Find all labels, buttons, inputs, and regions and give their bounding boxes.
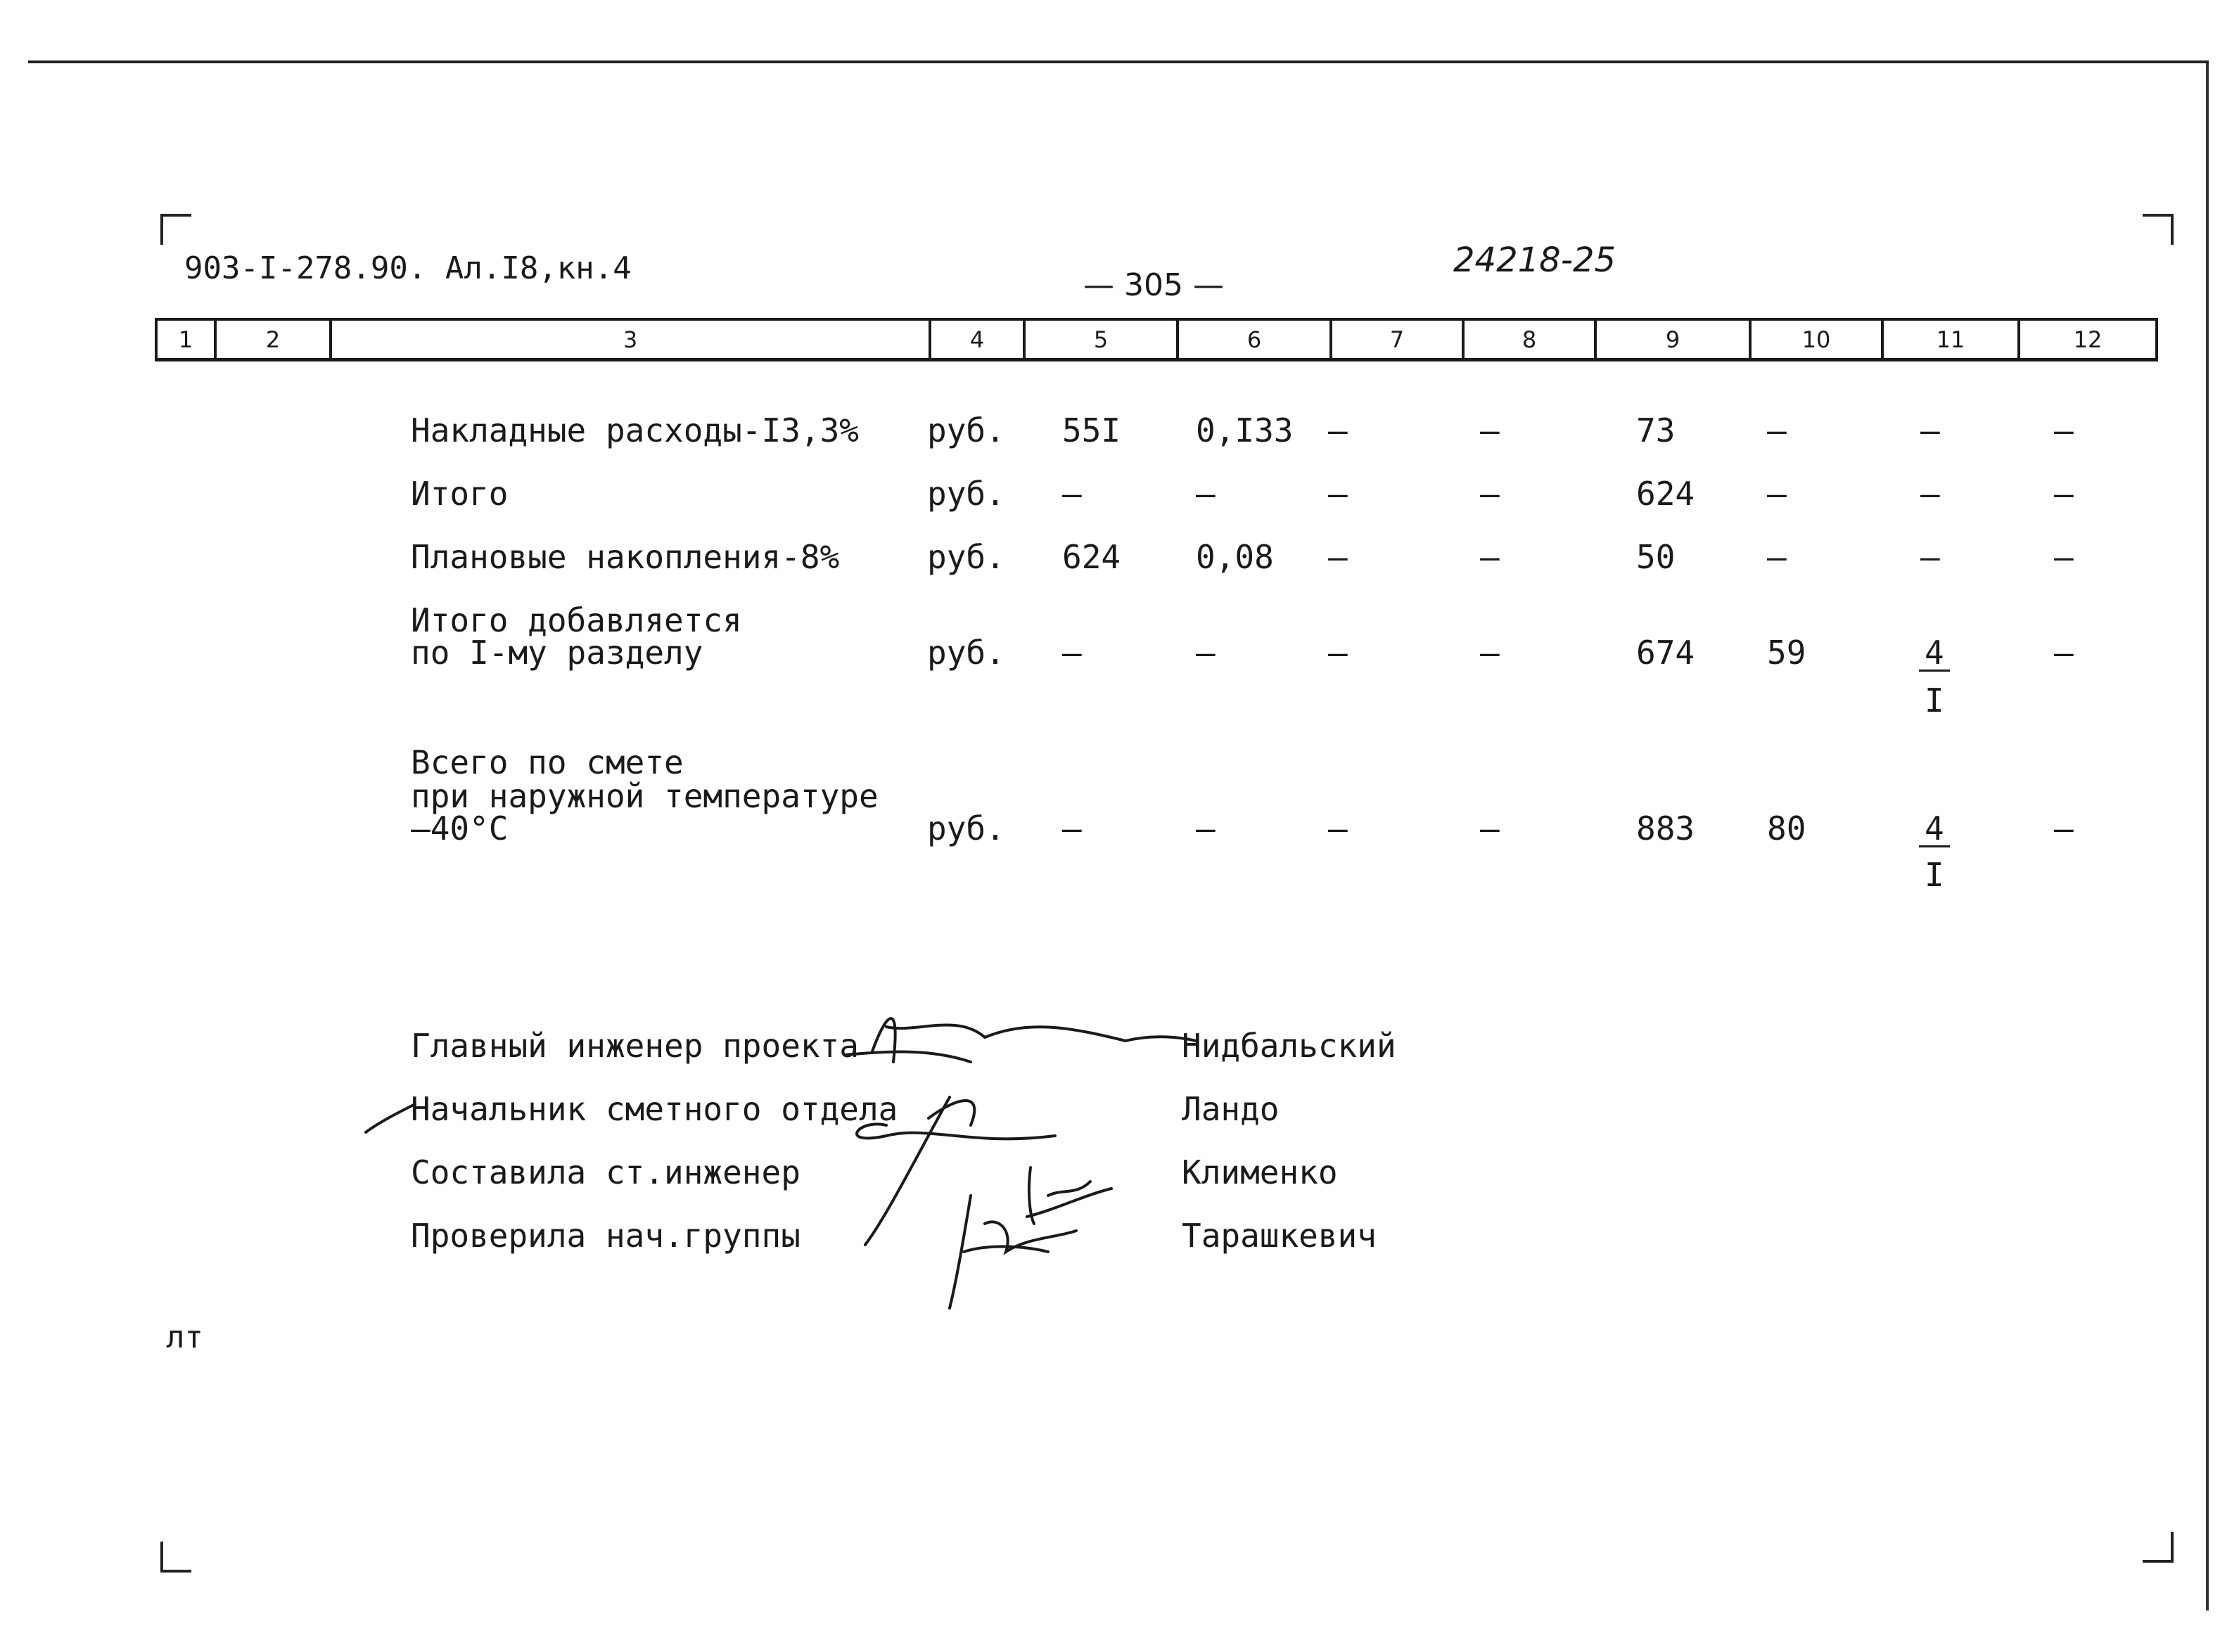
row-4-col8: – <box>1480 634 1500 672</box>
signature-role-chief-engineer: Главный инженер проекта <box>411 1027 859 1065</box>
row-3-col6: 0,08 <box>1196 538 1274 576</box>
footer-initials: лт <box>166 1319 203 1355</box>
row-3-unit: руб. <box>927 538 1005 576</box>
row-5-col10: 80 <box>1767 809 1806 847</box>
row-4-col9: 674 <box>1636 634 1695 672</box>
row-1-col8: – <box>1480 411 1500 449</box>
handwritten-archive-number: 24218-25 <box>1453 241 1616 280</box>
row-5-col7: – <box>1328 809 1348 847</box>
column-header-8: 8 <box>1465 321 1597 358</box>
row-1-col7: – <box>1328 411 1348 449</box>
column-header-12: 12 <box>2073 326 2103 353</box>
row-5-col11-numerator-value: 4 <box>1919 812 1950 847</box>
column-header-10: 10 <box>1752 321 1884 358</box>
row-4-col10: 59 <box>1767 634 1806 672</box>
signature-role-estimate-head: Начальник сметного отдела <box>411 1090 898 1128</box>
column-header-5: 5 <box>1026 321 1179 358</box>
row-3-col8: – <box>1480 538 1500 576</box>
corner-mark-bottom-right <box>2143 1532 2174 1563</box>
row-1-col9: 73 <box>1636 411 1676 449</box>
row-5-col11-numerator <box>1919 809 1950 847</box>
handwritten-signatures <box>352 985 1210 1322</box>
column-header-7: 7 <box>1332 321 1465 358</box>
column-header-6: 6 <box>1179 321 1332 358</box>
row-3-col10: – <box>1767 538 1787 576</box>
row-2-col9: 624 <box>1636 475 1695 513</box>
signature-mark-estimate-head <box>857 1097 1055 1245</box>
row-3-col5: 624 <box>1062 538 1121 576</box>
row-5-col8: – <box>1480 809 1500 847</box>
row-2-col8: – <box>1480 475 1500 513</box>
row-4-col11-numerator <box>1919 636 1950 672</box>
signature-name-chief-engineer: Нидбальский <box>1182 1027 1396 1065</box>
column-header-9: 9 <box>1597 321 1752 358</box>
row-1-label: Накладные расходы-I3,3% <box>411 411 859 449</box>
signature-mark-compiled-by <box>1027 1167 1111 1224</box>
row-2-col7: – <box>1328 475 1348 513</box>
signature-name-checked-by: Тарашкевич <box>1182 1217 1377 1255</box>
column-header-4: 4 <box>931 321 1026 358</box>
signature-role-compiled-by: Составила ст.инженер <box>411 1153 800 1191</box>
row-4-col7: – <box>1328 634 1348 672</box>
row-4-label-line-2: по I-му разделу <box>411 634 703 672</box>
row-2-label: Итого <box>411 475 509 513</box>
row-2-col6: – <box>1196 475 1216 513</box>
signature-role-checked-by: Проверила нач.группы <box>411 1217 800 1255</box>
row-2-col5: – <box>1062 475 1082 513</box>
row-4-unit: руб. <box>927 634 1005 672</box>
signature-name-estimate-head: Ландо <box>1182 1090 1280 1128</box>
row-1-col11: – <box>1920 411 1940 449</box>
row-5-label-line-2: при наружной температуре <box>411 777 879 815</box>
row-2-col11: – <box>1920 475 1940 513</box>
row-3-col9: 50 <box>1636 538 1676 576</box>
row-1-col6: 0,I33 <box>1196 411 1294 449</box>
row-4-col11-denominator: I <box>1925 681 1944 719</box>
row-5-col11-denominator: I <box>1925 856 1944 894</box>
page-number: — 305 — <box>1083 267 1224 303</box>
row-3-col11: – <box>1920 538 1940 576</box>
row-4-col12: – <box>2054 634 2074 672</box>
row-1-col5: 55I <box>1062 411 1121 449</box>
row-5-col6: – <box>1196 809 1216 847</box>
row-5-col5: – <box>1062 809 1082 847</box>
row-4-col6: – <box>1196 634 1216 672</box>
column-header-3: 3 <box>332 321 931 358</box>
row-4-col5: – <box>1062 634 1082 672</box>
column-header-2: 2 <box>217 321 332 358</box>
column-number-header <box>155 318 2158 361</box>
margin-tick-mark <box>366 1104 415 1132</box>
row-1-unit: руб. <box>927 411 1005 449</box>
corner-mark-top-left <box>160 214 191 245</box>
row-4-col11-numerator-value: 4 <box>1919 636 1950 672</box>
row-2-unit: руб. <box>927 475 1005 513</box>
signature-mark-checked-by <box>950 1196 1076 1308</box>
row-3-label: Плановые накопления-8% <box>411 538 840 576</box>
right-border-line <box>2206 63 2209 1611</box>
corner-mark-bottom-left <box>160 1542 191 1573</box>
row-3-col12: – <box>2054 538 2074 576</box>
column-header-1: 1 <box>158 321 217 358</box>
row-5-col12: – <box>2054 809 2074 847</box>
row-1-col12: – <box>2054 411 2074 449</box>
row-1-col10: – <box>1767 411 1787 449</box>
column-header-11: 11 <box>1884 321 2020 358</box>
row-2-col12: – <box>2054 475 2074 513</box>
row-5-unit: руб. <box>927 809 1005 847</box>
row-4-label-line-1: Итого добавляется <box>411 601 742 639</box>
row-3-col7: – <box>1328 538 1348 576</box>
row-5-label-line-3: –40°C <box>411 809 509 847</box>
row-2-col10: – <box>1767 475 1787 513</box>
signature-name-compiled-by: Клименко <box>1182 1153 1338 1191</box>
row-5-col9: 883 <box>1636 809 1695 847</box>
document-code: 903-I-278.90. Ал.I8,кн.4 <box>184 250 632 286</box>
corner-mark-top-right <box>2143 214 2174 245</box>
top-border-line <box>28 60 2209 63</box>
signature-mark-chief-engineer <box>844 1018 1196 1062</box>
row-5-label-line-1: Всего по смете <box>411 743 684 781</box>
